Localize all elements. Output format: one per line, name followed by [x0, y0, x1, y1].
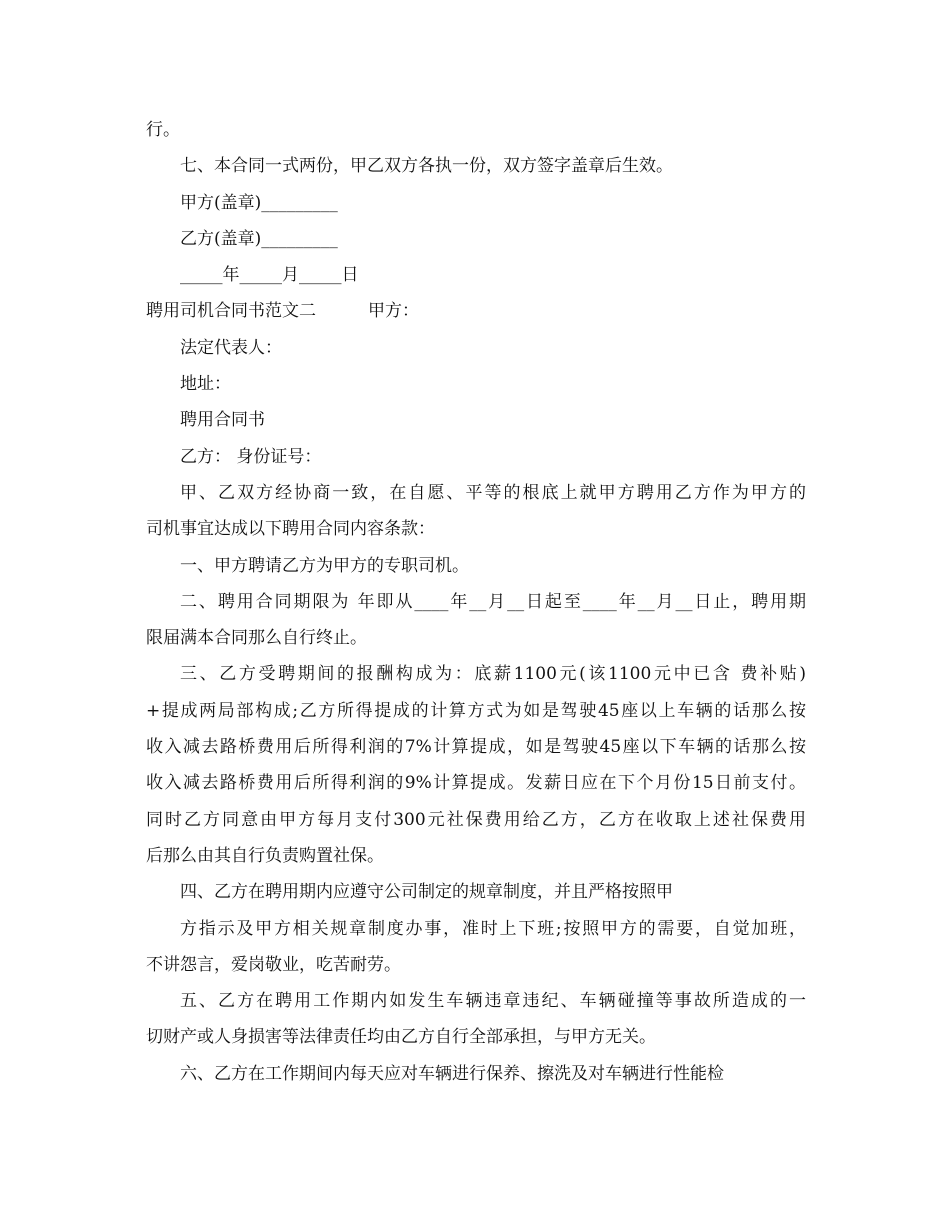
section-title-line: [146, 297, 806, 333]
date-line: _____年_____月_____日: [180, 265, 359, 286]
text-line: 七、本合同一式两份，甲乙双方各执一份，双方签字盖章后生效。: [180, 156, 673, 177]
text-line: 限届满本合同那么自行终止。: [146, 628, 367, 649]
text-line: 乙方： 身份证号：: [180, 446, 322, 467]
text-line: 地址：: [180, 374, 231, 395]
text-line: 切财产或人身损害等法律责任均由乙方自行全部承担，与甲方无关。: [146, 1027, 656, 1048]
text-line: 同时乙方同意由甲方每月支付300元社保费用给乙方，乙方在收取上述社保费用: [146, 809, 806, 830]
text-line: 收入减去路桥费用后所得利润的7%计算提成，如是驾驶45座以下车辆的话那么按: [146, 737, 806, 758]
text-line: 法定代表人：: [180, 337, 282, 358]
signature-line-party-a: 甲方(盖章)_________: [180, 192, 338, 213]
text-line: 二、聘用合同期限为 年即从____年__月__日起至____年__月__日止，聘用期: [180, 591, 806, 612]
text-line: 司机事宜达成以下聘用合同内容条款：: [146, 519, 435, 540]
text-line: 一、甲方聘请乙方为甲方的专职司机。: [180, 555, 469, 576]
text-line: 方指示及甲方相关规章制度办事，准时上下班;按照甲方的需要，自觉加班，: [180, 918, 806, 939]
text-line: 四、乙方在聘用期内应遵守公司制定的规章制度，并且严格按照甲: [180, 882, 673, 903]
text-line: 收入减去路桥费用后所得利润的9%计算提成。发薪日应在下个月份15日前支付。: [146, 773, 806, 794]
text-line: 后那么由其自行负责购置社保。: [146, 845, 384, 866]
text-line: 六、乙方在工作期间内每天应对车辆进行保养、擦洗及对车辆进行性能检: [180, 1063, 724, 1084]
text-line: +提成两局部构成;乙方所得提成的计算方式为如是驾驶45座以上车辆的话那么按: [146, 700, 806, 721]
party-a-label: 甲方：: [368, 301, 419, 322]
contract-text: [146, 116, 806, 1096]
text-line: 甲、乙双方经协商一致，在自愿、平等的根底上就甲方聘用乙方作为甲方的: [180, 482, 806, 503]
text-line: 聘用合同书: [180, 410, 265, 431]
text-line: 五、乙方在聘用工作期内如发生车辆违章违纪、车辆碰撞等事故所造成的一: [180, 991, 806, 1012]
text-line: 不讲怨言，爱岗敬业，吃苦耐劳。: [146, 954, 401, 975]
text-line: 行。: [146, 120, 180, 140]
signature-line-party-b: 乙方(盖章)_________: [180, 228, 338, 249]
section-title: 聘用司机合同书范文二: [146, 301, 316, 322]
text-line: 三、乙方受聘期间的报酬构成为：底薪1100元(该1100元中已含 费补贴): [180, 664, 806, 685]
